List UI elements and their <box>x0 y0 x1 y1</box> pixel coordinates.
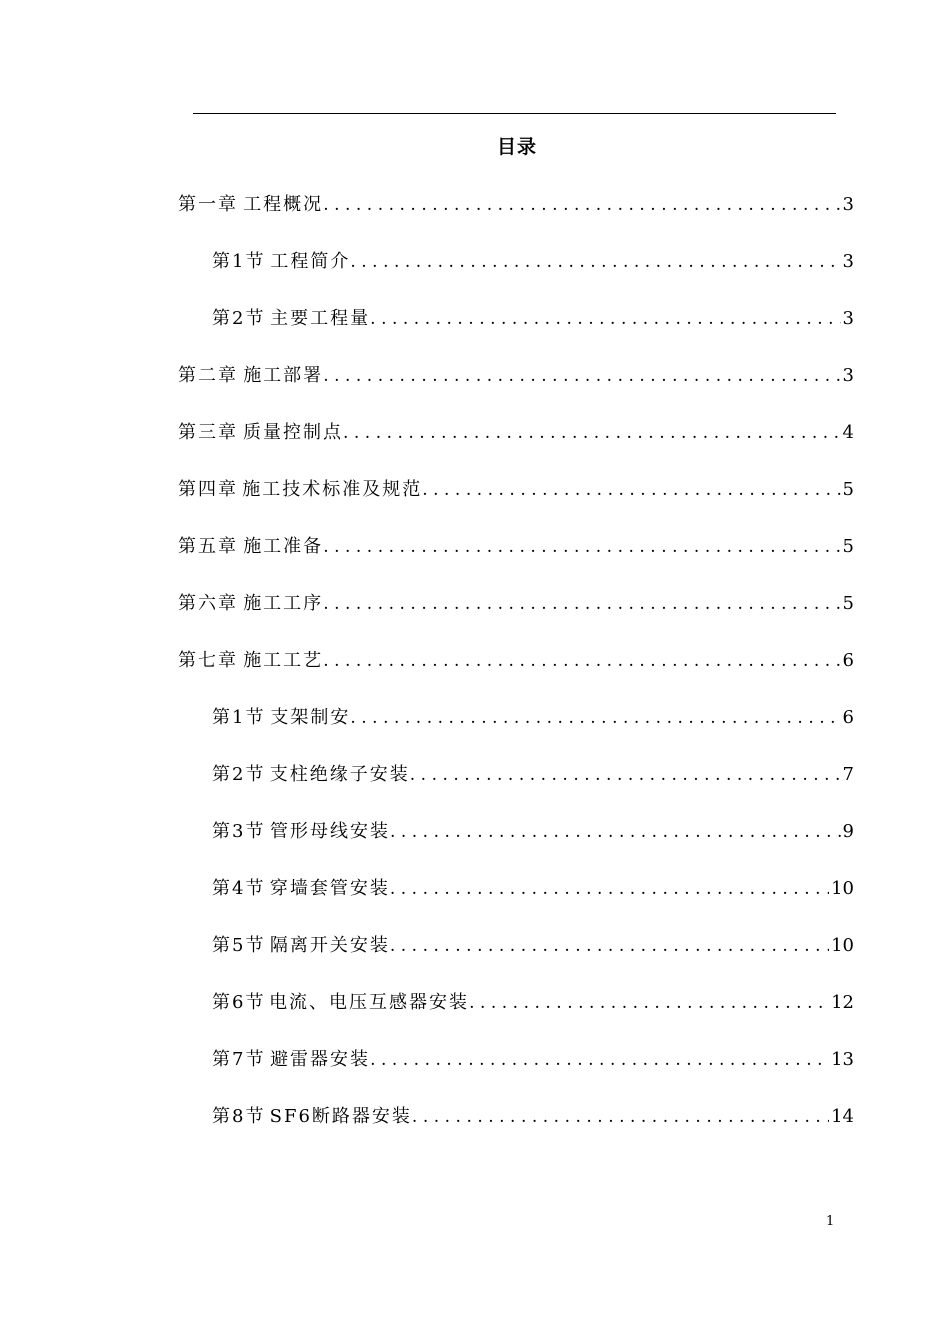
toc-section-entry[interactable] <box>212 1104 854 1130</box>
toc-entry-page: 6 <box>842 707 854 728</box>
toc-dot-leader <box>343 420 841 446</box>
toc-entry-page: 10 <box>831 878 854 899</box>
toc-entry-number: 第1节 <box>212 251 266 272</box>
toc-section-entry[interactable] <box>212 876 854 902</box>
toc-entry-page: 5 <box>842 593 854 614</box>
toc-dot-leader <box>323 363 840 389</box>
toc-dot-leader <box>323 648 840 674</box>
toc-dot-leader <box>323 591 840 617</box>
toc-entry-title: 施工技术标准及规范 <box>242 479 423 500</box>
toc-dot-leader <box>350 705 840 731</box>
toc-entry-title: 管形母线安装 <box>269 821 390 842</box>
toc-title: 目录 <box>496 136 537 158</box>
toc-chapter-entry[interactable] <box>178 477 854 503</box>
toc-dot-leader <box>370 306 840 332</box>
toc-entry-title: 施工工艺 <box>243 650 324 671</box>
toc-entry-title: 工程简介 <box>270 251 351 272</box>
toc-entry-number: 第六章 <box>178 593 238 614</box>
toc-dot-leader <box>422 477 840 503</box>
toc-entry-page: 3 <box>842 308 854 329</box>
toc-dot-leader <box>323 192 840 218</box>
toc-chapter-entry[interactable] <box>178 534 854 560</box>
toc-section-entry[interactable] <box>212 1047 854 1073</box>
toc-dot-leader <box>469 990 829 1016</box>
toc-entry-number: 第二章 <box>178 365 238 386</box>
toc-entry-page: 3 <box>842 194 854 215</box>
toc-entry-number: 第4节 <box>212 878 266 899</box>
toc-entry-title: SF6断路器安装 <box>269 1106 412 1127</box>
toc-entry-number: 第6节 <box>212 992 266 1013</box>
toc-dot-leader <box>390 819 841 845</box>
toc-entry-page: 3 <box>842 251 854 272</box>
toc-entry-number: 第2节 <box>212 764 266 785</box>
toc-section-entry[interactable] <box>212 990 854 1016</box>
toc-entry-title: 支架制安 <box>270 707 351 728</box>
toc-dot-leader <box>370 1047 829 1073</box>
toc-entry-page: 5 <box>842 479 854 500</box>
page-number: 1 <box>826 1214 835 1229</box>
toc-entry-page: 7 <box>842 764 854 785</box>
header-rule <box>193 113 836 114</box>
toc-entry-title: 质量控制点 <box>242 422 343 443</box>
toc-dot-leader <box>350 249 840 275</box>
toc-entry-title: 施工部署 <box>243 365 324 386</box>
toc-section-entry[interactable] <box>212 249 854 275</box>
toc-entry-page: 4 <box>842 422 854 443</box>
toc-entry-title: 避雷器安装 <box>270 1049 371 1070</box>
toc-entry-title: 施工准备 <box>243 536 324 557</box>
toc-entry-page: 14 <box>831 1106 854 1127</box>
toc-entry-page: 9 <box>842 821 854 842</box>
toc-entry-page: 6 <box>842 650 854 671</box>
toc-entry-page: 12 <box>831 992 854 1013</box>
toc-dot-leader <box>390 876 829 902</box>
toc-entry-title: 工程概况 <box>243 194 324 215</box>
toc-entry-page: 3 <box>842 365 854 386</box>
toc-entry-number: 第1节 <box>212 707 266 728</box>
toc-entry-page: 5 <box>842 536 854 557</box>
toc-entry-number: 第一章 <box>178 194 238 215</box>
toc-section-entry[interactable] <box>212 819 854 845</box>
toc-chapter-entry[interactable] <box>178 192 854 218</box>
toc-entry-page: 13 <box>831 1049 854 1070</box>
toc-entry-title: 施工工序 <box>243 593 324 614</box>
toc-entry-number: 第8节 <box>212 1106 266 1127</box>
toc-entry-number: 第2节 <box>212 308 266 329</box>
toc-entry-number: 第7节 <box>212 1049 266 1070</box>
toc-entry-title: 主要工程量 <box>270 308 371 329</box>
toc-chapter-entry[interactable] <box>178 591 854 617</box>
toc-entry-page: 10 <box>831 935 854 956</box>
toc-section-entry[interactable] <box>212 705 854 731</box>
toc-entry-number: 第三章 <box>178 422 238 443</box>
toc-entry-title: 电流、电压互感器安装 <box>269 992 470 1013</box>
toc-dot-leader <box>390 933 829 959</box>
toc-section-entry[interactable] <box>212 762 854 788</box>
toc-entry-number: 第5节 <box>212 935 266 956</box>
toc-chapter-entry[interactable] <box>178 648 854 674</box>
toc-dot-leader <box>410 762 841 788</box>
toc-section-entry[interactable] <box>212 306 854 332</box>
toc-chapter-entry[interactable] <box>178 363 854 389</box>
toc-entry-title: 穿墙套管安装 <box>269 878 390 899</box>
toc-entry-title: 支柱绝缘子安装 <box>269 764 410 785</box>
toc-entry-number: 第五章 <box>178 536 238 557</box>
toc-section-entry[interactable] <box>212 933 854 959</box>
toc-entry-number: 第3节 <box>212 821 266 842</box>
toc-entry-title: 隔离开关安装 <box>269 935 390 956</box>
toc-dot-leader <box>412 1104 829 1130</box>
toc-chapter-entry[interactable] <box>178 420 854 446</box>
toc-dot-leader <box>323 534 840 560</box>
toc-entry-number: 第七章 <box>178 650 238 671</box>
toc-entry-number: 第四章 <box>178 479 238 500</box>
